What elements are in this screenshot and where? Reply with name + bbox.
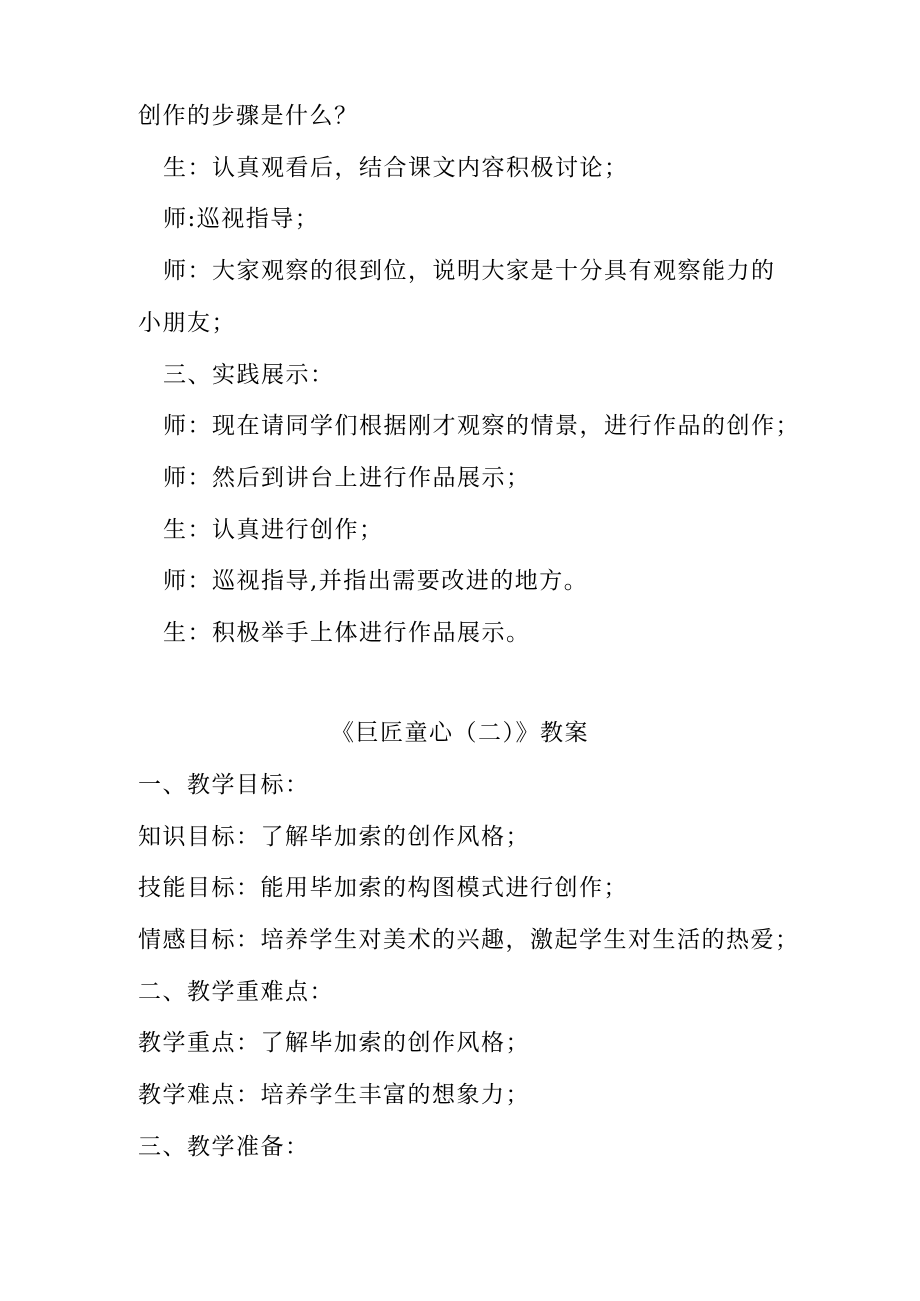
section-heading: 一、教学目标： — [138, 772, 310, 798]
section-heading: 三、教学准备： — [138, 1134, 310, 1160]
text-line: 三、实践展示： — [163, 362, 335, 388]
text-line: 小朋友； — [138, 310, 236, 336]
text-line: 创作的步骤是什么？ — [138, 103, 359, 129]
text-line: 师：巡视指导,并指出需要改进的地方。 — [163, 568, 589, 594]
text-line: 知识目标：了解毕加索的创作风格； — [138, 824, 530, 850]
text-line: 生：积极举手上体进行作品展示。 — [163, 620, 531, 646]
text-line: 师：现在请同学们根据刚才观察的情景，进行作品的创作； — [163, 413, 800, 439]
text-line: 技能目标：能用毕加索的构图模式进行创作； — [138, 875, 628, 901]
text-line: 教学难点：培养学生丰富的想象力； — [138, 1082, 530, 1108]
text-line: 师：然后到讲台上进行作品展示； — [163, 465, 531, 491]
section-heading: 二、教学重难点： — [138, 979, 334, 1005]
lesson-plan-title: 《巨匠童心（二）》教案 — [331, 720, 589, 746]
text-line: 师:巡视指导； — [163, 206, 320, 232]
text-line: 教学重点：了解毕加索的创作风格； — [138, 1030, 530, 1056]
text-line: 情感目标：培养学生对美术的兴趣，激起学生对生活的热爱； — [138, 927, 800, 953]
text-line: 生：认真观看后，结合课文内容积极讨论； — [163, 155, 629, 181]
text-line: 生：认真进行创作； — [163, 517, 384, 543]
text-line: 师：大家观察的很到位，说明大家是十分具有观察能力的 — [163, 258, 776, 284]
